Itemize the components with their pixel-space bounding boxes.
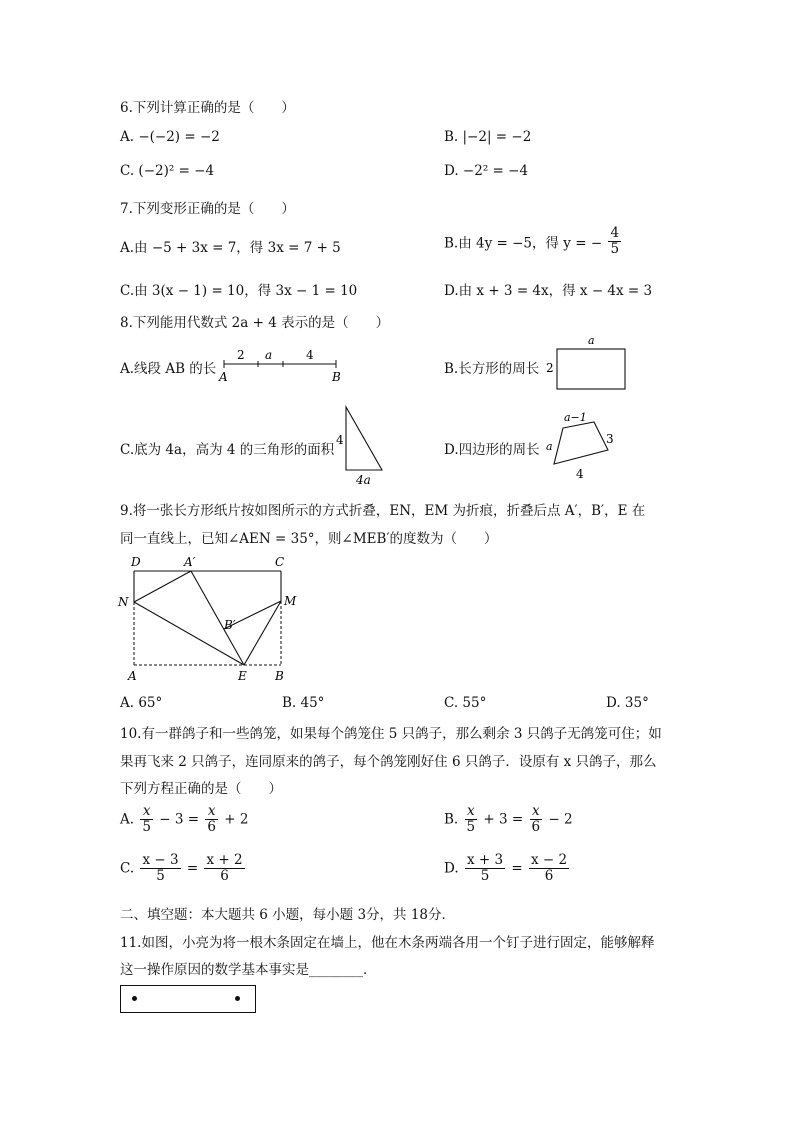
q6-stem: 6.下列计算正确的是（ ） — [120, 100, 295, 116]
fraction — [204, 853, 244, 884]
fraction-denominator: 5 — [480, 867, 490, 884]
q10-stem-line1: 10.有一群鸽子和一些鸽笼，如果每个鸽笼住 5 只鸽子，那么剩余 3 只鸽子无鸽笼可住；如 — [120, 726, 662, 742]
fraction-numerator: x — [530, 804, 543, 820]
point-a-label: A — [128, 669, 137, 683]
fraction-denominator: 5 — [142, 818, 151, 835]
q9-stem-line1: 9.将一张长方形纸片按如图所示的方式折叠，EN，EM 为折痕，折叠后点 A′，B′，E 在 — [120, 503, 646, 519]
fraction-numerator: x — [465, 804, 478, 820]
fraction-denominator: 6 — [207, 818, 216, 835]
q10-option-b — [444, 804, 573, 835]
q10-option-d — [444, 853, 571, 884]
q8-stem: 8.下列能用代数式 2a + 4 表示的是（ ） — [120, 315, 390, 331]
q7-option-d: D.由 x + 3 = 4x，得 x − 4x = 3 — [444, 283, 653, 299]
fraction-denominator: 6 — [220, 867, 229, 884]
q9-stem-line2: 同一直线上，已知∠AEN = 35°，则∠MEB′的度数为（ ） — [120, 531, 498, 547]
quad-left-label: a — [546, 440, 553, 453]
fraction-denominator: 6 — [531, 818, 541, 835]
point-label: B — [332, 370, 341, 384]
rect-height-label: 2 — [546, 361, 554, 375]
fraction-numerator: x − 3 — [142, 852, 179, 868]
q10-stem-line2: 果再飞来 2 只鸽子，连同原来的鸽子，每个鸽笼刚好住 6 只鸽子．设原有 x 只鸽子，那么 — [120, 754, 657, 770]
point-label: A — [219, 370, 228, 384]
fraction-numerator: x − 2 — [530, 852, 568, 868]
q6-option-d: D. −2² = −4 — [444, 163, 529, 179]
q9-option-c: C. 55° — [444, 695, 487, 711]
triangle-figure — [334, 402, 390, 488]
fraction — [530, 804, 543, 835]
fraction-numerator: x — [205, 804, 218, 820]
fraction — [140, 853, 180, 884]
rectangle-shape — [557, 349, 625, 389]
point-b-prime-label: B′ — [224, 618, 236, 632]
q7-option-b-fraction — [608, 226, 621, 257]
quadrilateral-figure — [540, 408, 620, 480]
q6-option-a: A. −(−2) = −2 — [120, 129, 220, 145]
fraction — [529, 853, 569, 884]
point-e-label: E — [238, 669, 247, 683]
wooden-strip-figure — [120, 985, 256, 1013]
fraction-denominator: 5 — [156, 867, 165, 884]
quad-right-label: 3 — [606, 432, 614, 446]
fraction-numerator: x + 2 — [206, 852, 243, 868]
operator: = — [186, 860, 199, 877]
fraction — [465, 853, 505, 884]
operator: = — [511, 860, 523, 877]
q8-option-a: A.线段 AB 的长 — [120, 361, 217, 377]
triangle-shape — [346, 407, 382, 470]
option-label: C. — [120, 860, 135, 877]
point-d-label: D — [131, 555, 141, 569]
segment-label: 4 — [306, 348, 314, 362]
rectangle-figure — [540, 334, 632, 394]
q9-option-b: B. 45° — [282, 695, 325, 711]
point-b-label: B — [275, 669, 284, 683]
fraction-numerator: x + 3 — [466, 852, 504, 868]
option-label: A. — [120, 811, 135, 828]
q11-stem-line1: 11.如图，小亮为将一根木条固定在墙上，他在木条两端各用一个钉子进行固定，能够解释 — [120, 935, 655, 951]
quadrilateral-shape — [554, 422, 608, 464]
folding-figure — [114, 552, 300, 686]
q10-option-a — [120, 804, 248, 835]
line-a-e — [191, 571, 244, 665]
crease-en — [134, 602, 244, 665]
q8-option-c: C.底为 4a，高为 4 的三角形的面积 — [120, 442, 335, 458]
quad-top-label: a−1 — [564, 411, 587, 424]
q6-option-c: C. (−2)² = −4 — [120, 163, 215, 179]
rect-width-label: a — [588, 334, 595, 347]
triangle-base-label: 4a — [356, 473, 371, 487]
q10-option-c — [120, 853, 247, 884]
q7-option-b-text: B.由 4y = −5，得 y = − — [444, 235, 603, 252]
triangle-height-label: 4 — [336, 433, 344, 447]
q11-stem-line2: 这一操作原因的数学基本事实是________． — [120, 962, 377, 978]
operator: + 2 — [224, 811, 249, 828]
point-n-label: N — [118, 595, 129, 609]
nail-dot — [132, 996, 137, 1001]
segment-ab-figure — [218, 344, 348, 386]
q7-option-b — [444, 226, 623, 257]
fraction-numerator: 4 — [610, 225, 620, 241]
operator: − 2 — [548, 811, 573, 828]
option-label: D. — [444, 860, 459, 877]
fraction-denominator: 5 — [466, 818, 476, 835]
point-m-label: M — [284, 594, 297, 608]
point-c-label: C — [275, 555, 285, 569]
q10-stem-line3: 下列方程正确的是（ ） — [120, 781, 282, 797]
q6-option-b: B. |−2| = −2 — [444, 129, 532, 145]
q9-option-d: D. 35° — [606, 695, 649, 711]
fold-na — [134, 571, 191, 602]
q7-option-c: C.由 3(x − 1) = 10，得 3x − 1 = 10 — [120, 283, 358, 299]
nail-dot — [235, 996, 240, 1001]
section-heading: 二、填空题：本大题共 6 小题，每小题 3分，共 18分． — [120, 907, 456, 923]
q7-stem: 7.下列变形正确的是（ ） — [120, 201, 295, 217]
operator: − 3 = — [159, 811, 200, 828]
fraction — [140, 804, 153, 835]
fraction — [465, 804, 478, 835]
point-a-prime-label: A′ — [184, 555, 196, 569]
segment-label: 2 — [237, 348, 245, 362]
q7-option-a: A.由 −5 + 3x = 7，得 3x = 7 + 5 — [120, 240, 341, 256]
operator: + 3 = — [483, 811, 524, 828]
option-label: B. — [444, 811, 459, 828]
quad-bottom-label: 4 — [576, 467, 584, 480]
fraction-numerator: x — [140, 804, 153, 820]
fraction — [205, 804, 218, 835]
q8-option-d: D.四边形的周长 — [444, 442, 540, 458]
segment-label: a — [265, 348, 273, 362]
q9-option-a: A. 65° — [120, 695, 163, 711]
fraction-denominator: 5 — [610, 240, 620, 257]
fraction-denominator: 6 — [544, 867, 554, 884]
q8-option-b: B.长方形的周长 — [444, 361, 540, 377]
